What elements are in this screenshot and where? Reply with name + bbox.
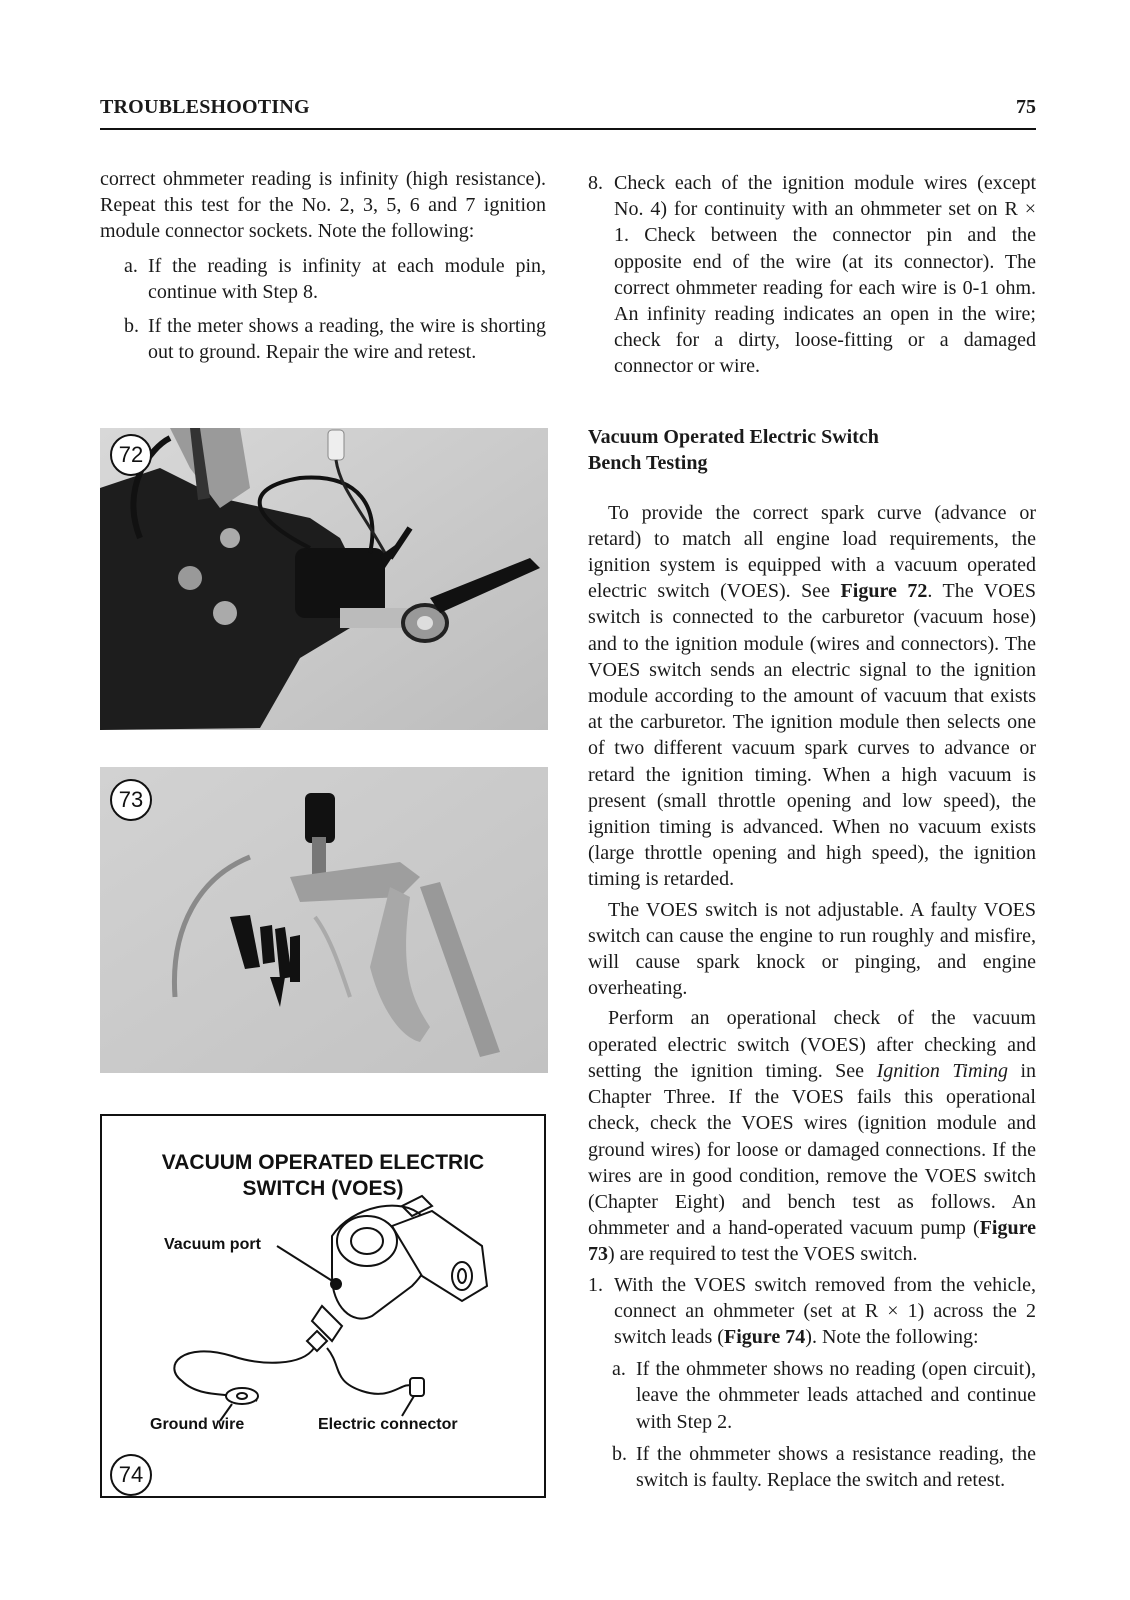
- list-text: If the meter shows a reading, the wire is shorting out to ground. Repair the wire and retest.: [148, 315, 546, 364]
- label-vacuum-port: Vacuum port: [164, 1236, 261, 1253]
- heading-line2: Bench Testing: [588, 451, 708, 474]
- text-run: ) are required to test the VOES switch.: [608, 1243, 918, 1266]
- text-run: To provide the correct spark curve (advance or retard) to match all engine load requirements, the ignition system is equipped with a vacuum operated electric switch (VOES). See: [588, 501, 1036, 603]
- paragraph-1: [588, 500, 1036, 893]
- figure-73-photo: [100, 767, 548, 1073]
- voes-switch-illustration: [102, 1116, 544, 1496]
- list-marker: b.: [612, 1442, 627, 1465]
- step-8: [588, 170, 1036, 380]
- step-marker: 1.: [588, 1273, 603, 1296]
- step-marker: 8.: [588, 172, 603, 194]
- section-heading: [588, 424, 1036, 476]
- heading-line1: Vacuum Operated Electric Switch: [588, 425, 879, 448]
- right-column: [588, 170, 1036, 1493]
- text-run: ). Note the following:: [805, 1325, 979, 1348]
- text-run: . The VOES switch is connected to the carburetor (vacuum hose) and to the ignition module (wires and connectors). The VOES switch sends an electric signal to the ignition module according to the amount of vacuum that exists at the carburetor. The ignition module then selects one of two different vacuum spark curves to advance or retard the ignition timing. When a high vacuum is present (small throttle opening and low speed), the ignition timing is advanced. When no vacuum exists (large throttle opening and high speed), the ignition timing is retarded.: [588, 580, 1036, 891]
- paragraph-2: The VOES switch is not adjustable. A faulty VOES switch can cause the engine to run roughly and misfire, will cause spark knock or pinging, and engine overheating.: [588, 898, 1036, 1000]
- voes-mounted-photo: [100, 428, 548, 730]
- figure-reference: Figure 73: [588, 1217, 1036, 1266]
- step-text: [614, 1272, 1036, 1351]
- list-item: [100, 313, 546, 365]
- cross-reference: Ignition Timing: [876, 1059, 1008, 1082]
- figure-reference: Figure 74: [723, 1325, 806, 1348]
- page-number: 75: [1016, 96, 1036, 118]
- figure-reference: Figure 72: [840, 580, 928, 603]
- text-run: in Chapter Three. If the VOES fails this operational check, check the VOES wires (ignition module and ground wires) for loose or damaged connections. If the wires are in good condition, remove the VOES switch (Chapter Eight) and bench test as follows. An ohmmeter and a hand-operated vacuum pump (: [588, 1059, 1037, 1240]
- step-text: Check each of the ignition module wires (except No. 4) for continuity with an ohmmeter set on R × 1. Check between the connector pin and the opposite end of the wire (at its connector). The correct ohmmeter reading for each wire is 0-1 ohm. An infinity reading indicates an open in the wire; check for a dirty, loose-fitting or a damaged connector or wire.: [614, 172, 1036, 378]
- label-electric-connector: Electric connector: [318, 1416, 458, 1433]
- list-marker: a.: [612, 1358, 626, 1381]
- paragraph-3: [588, 1005, 1036, 1267]
- figure-72-photo: [100, 428, 548, 730]
- diagram-title-line1: VACUUM OPERATED ELECTRIC: [161, 1151, 485, 1174]
- list-text: If the ohmmeter shows no reading (open circuit), leave the ohmmeter leads attached and continue with Step 2.: [636, 1358, 1036, 1433]
- continued-paragraph: correct ohmmeter reading is infinity (high resistance). Repeat this test for the No. 2, 3, 5, 6 and 7 ignition module connector sockets. Note the following:: [100, 168, 546, 243]
- vacuum-pump-photo: [100, 767, 548, 1073]
- left-column: [100, 166, 546, 365]
- list-text: If the ohmmeter shows a resistance reading, the switch is faulty. Replace the switch and retest.: [636, 1442, 1036, 1491]
- diagram-title-line2: SWITCH (VOES): [242, 1177, 404, 1200]
- running-head: TROUBLESHOOTING: [100, 96, 310, 118]
- list-item: [100, 253, 546, 305]
- figure-72-number: 72: [110, 434, 152, 476]
- list-item: [588, 1441, 1036, 1493]
- list-marker: a.: [124, 254, 138, 277]
- label-ground-wire: Ground wire: [150, 1416, 245, 1433]
- list-marker: b.: [124, 315, 139, 338]
- figure-74-diagram: [100, 1114, 546, 1498]
- list-text: If the reading is infinity at each module pin, continue with Step 8.: [148, 254, 546, 303]
- figure-74-number: 74: [110, 1454, 152, 1496]
- step-1: [588, 1272, 1036, 1351]
- text-run: Perform an operational check of the vacuum operated electric switch (VOES) after checking and setting the ignition timing. See: [588, 1007, 1036, 1082]
- text-run: With the VOES switch removed from the vehicle, connect an ohmmeter (set at R × 1) across the 2 switch leads (: [614, 1273, 1036, 1348]
- page-header: [100, 96, 1036, 130]
- list-item: [588, 1356, 1036, 1435]
- figure-73-number: 73: [110, 779, 152, 821]
